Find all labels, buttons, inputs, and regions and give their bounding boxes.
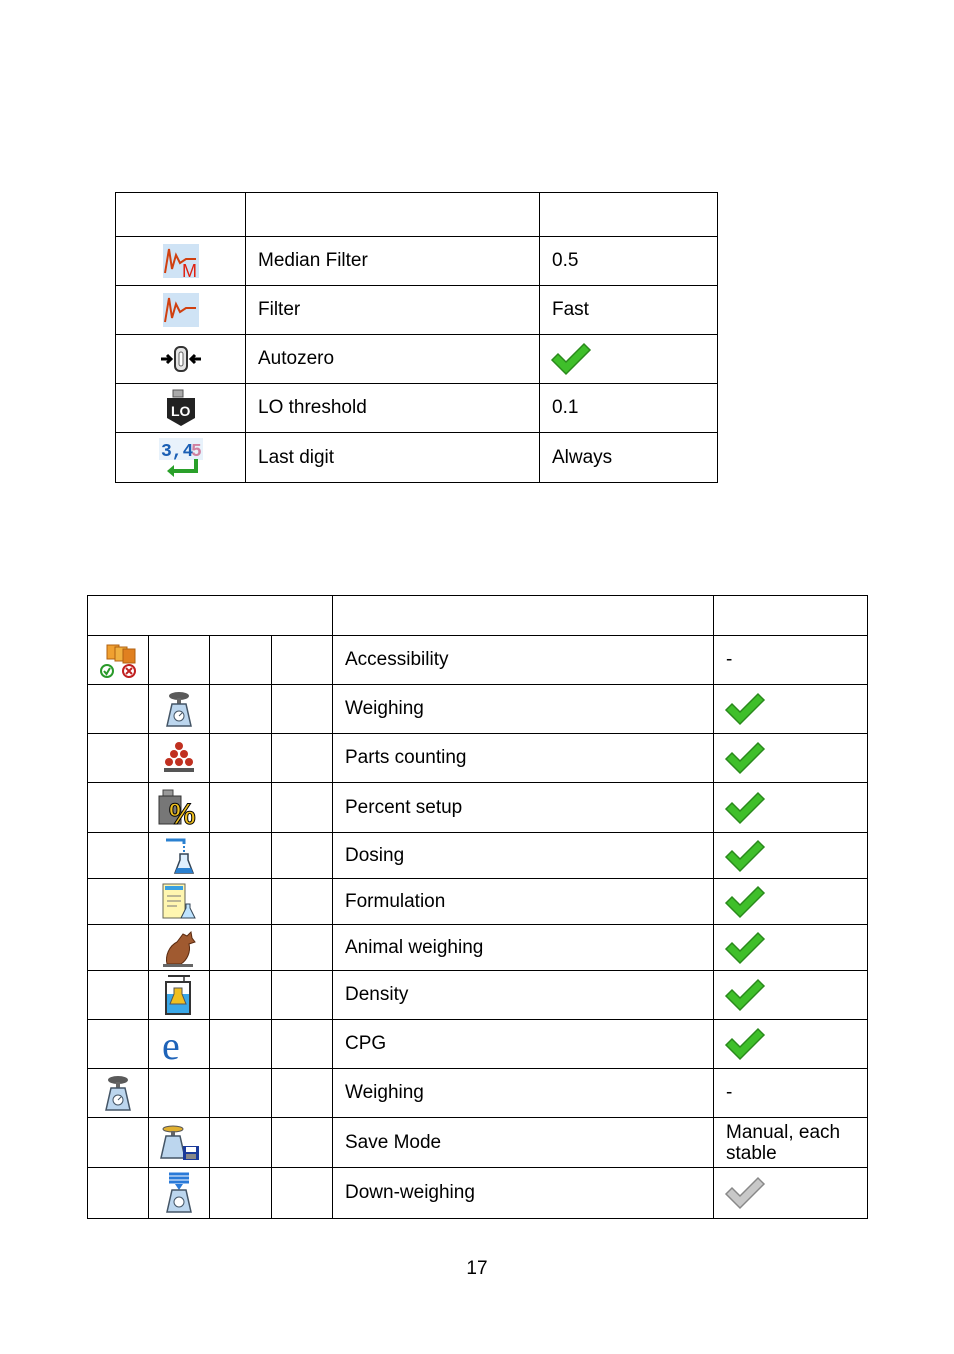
table-header-row [116,193,718,237]
table-row [88,734,868,783]
green-check-icon [724,1027,766,1061]
table-row [88,636,868,685]
row-label: Animal weighing [333,925,714,971]
row-value [714,879,868,925]
empty-cell [149,1069,210,1118]
empty-cell [210,971,272,1020]
empty-cell [272,734,333,783]
row-label: CPG [333,1020,714,1069]
green-check-icon [724,839,766,873]
empty-cell [210,925,272,971]
table-header-row [88,596,868,636]
empty-cell [88,734,149,783]
row-value [714,734,868,783]
empty-cell [88,925,149,971]
table-row [88,925,868,971]
empty-cell [88,1118,149,1168]
gray-check-icon [724,1176,766,1210]
row-value: 0.1 [540,384,718,433]
table-row [116,433,718,483]
table-row [88,833,868,879]
table-row [116,335,718,384]
empty-cell [210,685,272,734]
empty-cell [210,1069,272,1118]
svg-text:3,4: 3,4 [160,441,193,462]
header-cell [714,596,868,636]
row-label: Down-weighing [333,1168,714,1219]
row-value [714,925,868,971]
row-value: - [714,636,868,685]
median-filter-icon [116,237,246,286]
empty-cell [272,833,333,879]
row-value: 0.5 [540,237,718,286]
row-label: Last digit [246,433,540,483]
row-value [714,783,868,833]
empty-cell [210,833,272,879]
lo-threshold-icon [116,384,246,433]
row-value [714,833,868,879]
empty-cell [88,783,149,833]
page-number: 17 [466,1258,488,1279]
empty-cell [88,971,149,1020]
green-check-icon [724,978,766,1012]
row-value: - [714,1069,868,1118]
empty-cell [272,685,333,734]
green-check-icon [550,342,592,376]
row-label: Parts counting [333,734,714,783]
empty-cell [210,879,272,925]
empty-cell [210,1020,272,1069]
empty-cell [272,783,333,833]
empty-cell [210,783,272,833]
parameters-table [115,192,718,483]
empty-cell [210,636,272,685]
header-cell [116,193,246,237]
row-label: Autozero [246,335,540,384]
empty-cell [149,636,210,685]
row-label: Filter [246,286,540,335]
row-value: Manual, each stable [714,1118,868,1168]
row-label: LO threshold [246,384,540,433]
empty-cell [272,636,333,685]
row-label: Weighing [333,1069,714,1118]
table-row [116,286,718,335]
save-mode-icon [149,1118,210,1168]
row-label: Accessibility [333,636,714,685]
table-row [116,237,718,286]
row-label: Save Mode [333,1118,714,1168]
row-label: Median Filter [246,237,540,286]
row-value [714,1168,868,1219]
table-row [88,685,868,734]
svg-text:M: M [181,261,197,279]
svg-text:e: e [162,1025,180,1063]
green-check-icon [724,692,766,726]
empty-cell [88,879,149,925]
header-cell [333,596,714,636]
percent-setup-icon [149,783,210,833]
row-value: Fast [540,286,718,335]
weighing-icon [149,685,210,734]
empty-cell [88,1020,149,1069]
table-row [88,1168,868,1219]
dosing-icon [149,833,210,879]
density-icon [149,971,210,1020]
table-row [88,783,868,833]
table-row [88,879,868,925]
formulation-icon [149,879,210,925]
row-value [540,335,718,384]
empty-cell [272,1118,333,1168]
empty-cell [210,1168,272,1219]
row-value [714,1020,868,1069]
empty-cell [272,1020,333,1069]
svg-text:5: 5 [190,441,202,462]
green-check-icon [724,741,766,775]
row-value [714,685,868,734]
row-label: Weighing [333,685,714,734]
parts-counting-icon [149,734,210,783]
empty-cell [88,1168,149,1219]
table-row [88,1069,868,1118]
row-label: Dosing [333,833,714,879]
last-digit-icon [116,433,246,483]
green-check-icon [724,791,766,825]
empty-cell [272,925,333,971]
autozero-icon [116,335,246,384]
modes-table [87,595,868,1219]
row-label: Formulation [333,879,714,925]
table-row [88,1020,868,1069]
row-label: Percent setup [333,783,714,833]
down-weighing-icon [149,1168,210,1219]
empty-cell [272,971,333,1020]
empty-cell [272,1168,333,1219]
table-row [88,1118,868,1168]
filter-icon [116,286,246,335]
svg-text:%: % [169,797,196,828]
weighing-icon [88,1069,149,1118]
table-row [88,971,868,1020]
empty-cell [88,685,149,734]
header-cell [246,193,540,237]
empty-cell [88,833,149,879]
row-value [714,971,868,1020]
svg-text:LO: LO [170,403,190,419]
empty-cell [210,1118,272,1168]
table-row [116,384,718,433]
accessibility-icon [88,636,149,685]
row-value: Always [540,433,718,483]
green-check-icon [724,931,766,965]
header-cell [540,193,718,237]
green-check-icon [724,885,766,919]
animal-weighing-icon [149,925,210,971]
row-label: Density [333,971,714,1020]
header-cell [88,596,333,636]
cpg-icon [149,1020,210,1069]
empty-cell [272,879,333,925]
empty-cell [272,1069,333,1118]
empty-cell [210,734,272,783]
